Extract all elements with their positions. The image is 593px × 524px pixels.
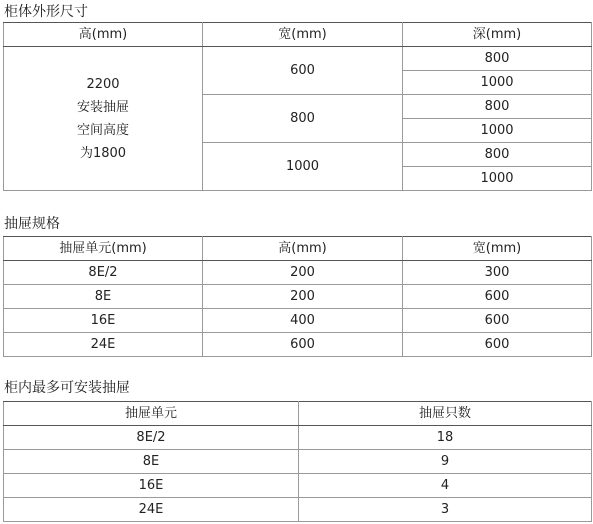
depth-cell: 800 [403, 47, 592, 71]
table-row [4, 261, 592, 285]
table-header-row [4, 23, 592, 47]
drawer-width-cell: 300 [403, 261, 592, 285]
drawer-height-cell: 600 [203, 333, 403, 357]
drawer-height-cell: 200 [203, 285, 403, 309]
drawer-unit-cell: 8E/2 [4, 261, 203, 285]
header-height: 高(mm) [203, 237, 403, 261]
depth-cell: 1000 [403, 119, 592, 143]
header-drawer-unit: 抽屉单元(mm) [4, 237, 203, 261]
drawer-count-cell: 3 [299, 498, 592, 522]
table-row [4, 450, 592, 474]
depth-cell: 800 [403, 95, 592, 119]
cabinet-dimensions-title: 柜体外形尺寸 [4, 4, 88, 20]
drawer-width-cell: 600 [403, 285, 592, 309]
header-drawer-count: 抽屉只数 [299, 402, 592, 426]
header-width: 宽(mm) [203, 23, 403, 47]
drawer-unit-cell: 8E [4, 285, 203, 309]
cabinet-dimensions-table [3, 22, 592, 191]
table-row [4, 47, 592, 71]
drawer-count-cell: 9 [299, 450, 592, 474]
height-note-line-1: 安装抽屉 [76, 99, 129, 115]
table-row [4, 426, 592, 450]
table-header-row [4, 402, 592, 426]
drawer-count-cell: 18 [299, 426, 592, 450]
height-note-line-3: 为1800 [79, 145, 127, 161]
table-row [4, 474, 592, 498]
drawer-unit-cell: 24E [4, 498, 299, 522]
header-height: 高(mm) [4, 23, 203, 47]
drawer-height-cell: 200 [203, 261, 403, 285]
drawer-width-cell: 600 [403, 333, 592, 357]
table-row [4, 498, 592, 522]
width-cell: 1000 [203, 143, 403, 191]
drawer-unit-cell: 8E [4, 450, 299, 474]
width-cell: 800 [203, 95, 403, 143]
drawer-unit-cell: 16E [4, 474, 299, 498]
drawer-height-cell: 400 [203, 309, 403, 333]
height-value: 2200 [86, 76, 120, 92]
drawer-spec-table [3, 236, 592, 357]
table-header-row [4, 237, 592, 261]
drawer-width-cell: 600 [403, 309, 592, 333]
max-drawers-title: 柜内最多可安装抽屉 [4, 380, 130, 396]
table-row [4, 285, 592, 309]
header-depth: 深(mm) [403, 23, 592, 47]
drawer-unit-cell: 16E [4, 309, 203, 333]
cabinet-height-cell [4, 47, 203, 191]
depth-cell: 1000 [403, 71, 592, 95]
max-drawers-table [3, 401, 592, 522]
width-cell: 600 [203, 47, 403, 95]
table-row [4, 333, 592, 357]
drawer-count-cell: 4 [299, 474, 592, 498]
height-note-line-2: 空间高度 [76, 122, 129, 138]
depth-cell: 800 [403, 143, 592, 167]
header-width: 宽(mm) [403, 237, 592, 261]
drawer-unit-cell: 24E [4, 333, 203, 357]
table-row [4, 309, 592, 333]
header-drawer-unit: 抽屉单元 [4, 402, 299, 426]
drawer-unit-cell: 8E/2 [4, 426, 299, 450]
drawer-spec-title: 抽屉规格 [4, 216, 60, 232]
depth-cell: 1000 [403, 167, 592, 191]
